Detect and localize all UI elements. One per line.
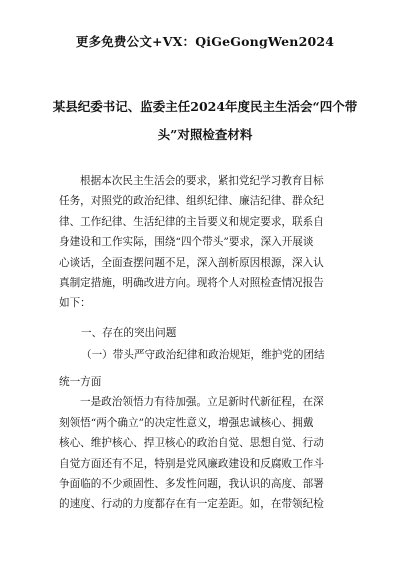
body-line: 一是政治领悟力有待加强。立足新时代新征程，在深 bbox=[80, 396, 324, 409]
body-line: 的速度、行动的力度都存在有一定差距。如，在带领纪检 bbox=[59, 498, 324, 511]
intro-line: 任务，对照党的政治纪律、组织纪律、廉洁纪律、群众纪 bbox=[59, 195, 324, 208]
body-line: 核心、维护核心、捍卫核心的政治自觉、思想自觉、行动 bbox=[59, 437, 324, 450]
intro-line: 如下： bbox=[59, 297, 91, 310]
intro-line: 心谈话，全面查摆问题不足，深入剖析原因根源，深入认 bbox=[59, 256, 324, 269]
subsection-heading: （一）带头严守政治纪律和政治规矩，维护党的团结 bbox=[81, 349, 325, 361]
body-line: 刻领悟“两个确立”的决定性意义，增强忠诚核心、拥戴 bbox=[59, 416, 314, 429]
document-title-line-1: 某县纪委书记、监委主任2024年度民主生活会“四个带 bbox=[52, 99, 358, 114]
document-title-line-2: 头”对照检查材料 bbox=[157, 127, 253, 142]
intro-line: 身建设和工作实际，围绕“四个带头”要求，深入开展谈 bbox=[59, 236, 314, 249]
body-paragraph bbox=[59, 372, 359, 515]
intro-line: 根据本次民主生活会的要求，紧扣党纪学习教育目标 bbox=[80, 175, 324, 187]
section-heading: 一、存在的突出问题 bbox=[81, 327, 177, 339]
intro-line: 真制定措施，明确改进方向。现将个人对照检查情况报告 bbox=[59, 277, 324, 290]
body-line: 争面临的不少顽固性、多发性问题，我认识的高度、部署 bbox=[59, 478, 324, 491]
body-line: 自觉方面还有不足，特别是党风廉政建设和反腐败工作斗 bbox=[59, 457, 324, 470]
intro-paragraph bbox=[59, 171, 359, 314]
intro-line: 律、工作纪律、生活纪律的主旨要义和规定要求，联系自 bbox=[59, 215, 324, 228]
subsection-heading-continued: 统一方面 bbox=[59, 376, 102, 388]
watermark-text: 更多免费公文+VX：QiGeGongWen2024 bbox=[75, 34, 335, 49]
